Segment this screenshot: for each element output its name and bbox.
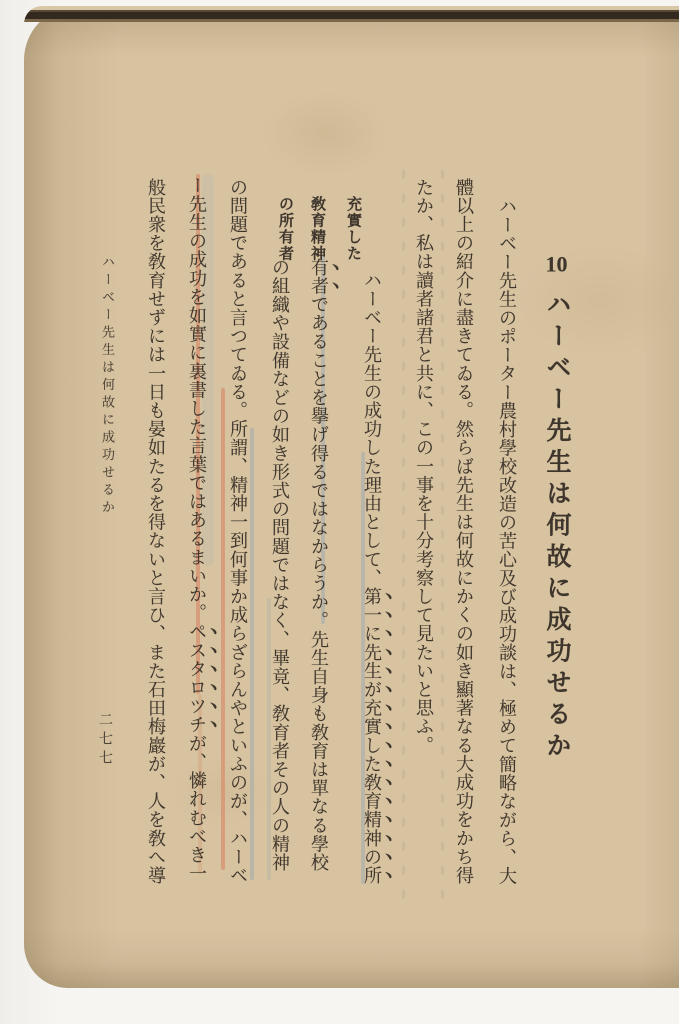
showthrough-ghost [402,170,405,900]
body-column-7: の問題であると言つてゐる。所謂、精神一到何事か成らざらんやといふのが、ハーベ [228,178,248,885]
body-column-5: 有者であることを擧げ得るではなからうか。先生自身も敎育は單なる學校 [309,258,329,872]
body-column-3: たか、私は讀者諸君と共に、この一事を十分考察して見たいと思ふ。 [414,178,434,755]
body-column-8: ー先生の成功を如實に裏書した言葉ではあるまいか。ペスタロツチが、憐れむべき一 [187,176,207,883]
body-column-9: 般民衆を敎育せずには一日も晏如たるを得ないと言ひ、また石田梅巖が、人を敎へ導 [146,178,166,885]
running-title: ハーベー先生は何故に成功せるか [100,255,115,518]
chapter-title: ハーベー先生は何故に成功せるか [543,291,570,764]
pencil-underline-red [221,388,225,870]
chapter-number: 10 [545,253,568,275]
book-top-edge-shadow [24,6,679,24]
paper-sheet [24,6,679,988]
body-column-1: ハーベー先生のポーター農村學校改造の苦心及び成功談は、極めて簡略ながら、大 [497,197,517,886]
body-column-4: ハーベー先生の成功した理由として、第一に先生が充實した敎育精神の所 [362,271,382,885]
body-column-2: 體以上の紹介に盡きてゐる。然らば先生は何故にかくの如き顯著なる大成功をかち得 [454,178,474,885]
sidehead-line-1: 充實した [345,196,361,262]
page-number: 二七七 [97,712,112,769]
chapter-heading [544,253,569,764]
body-column-6: の組織や設備などの如き形式の問題ではなく、畢竟、敎育者その人の精神 [270,258,290,872]
sidehead-line-3: の所有者 [277,196,293,262]
sidehead-line-2: 敎育精神 [309,196,325,262]
